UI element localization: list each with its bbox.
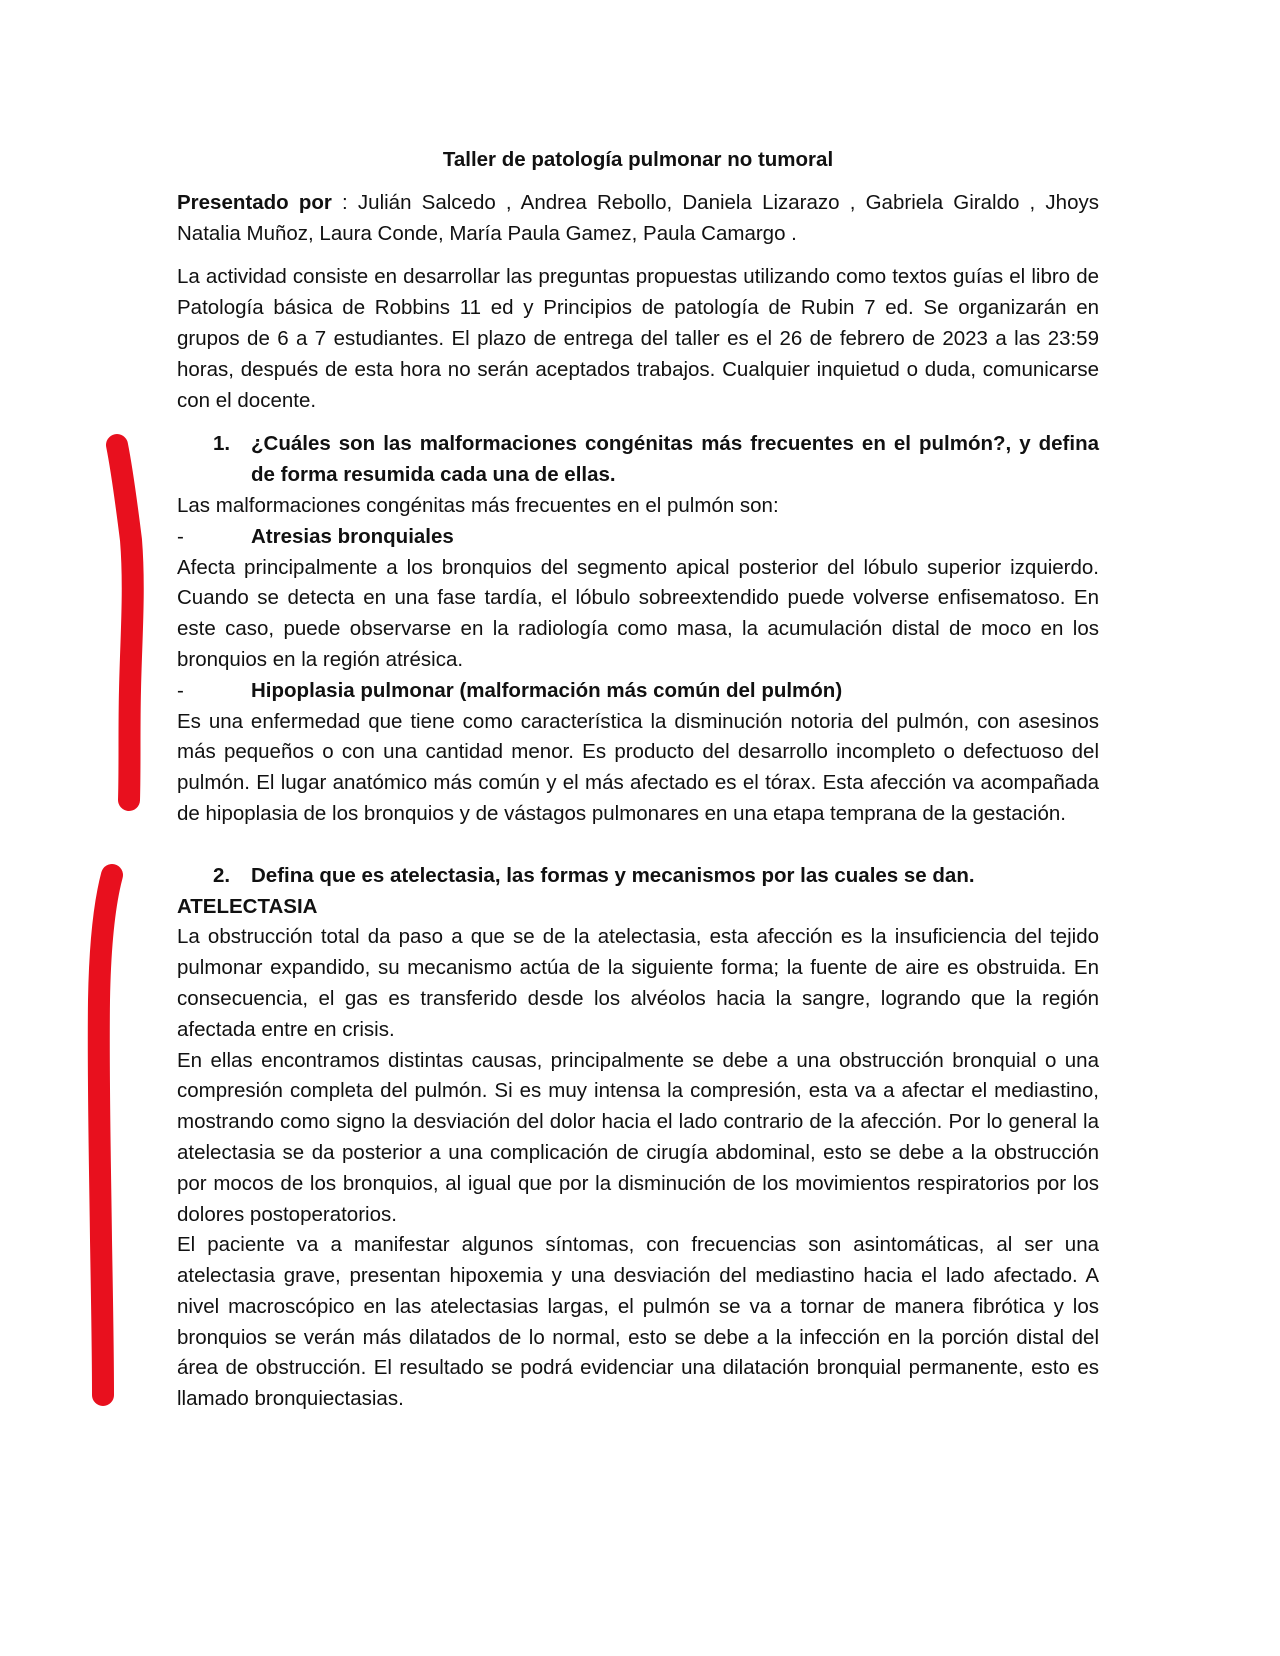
question-1	[213, 429, 1099, 491]
list-item-description: Afecta principalmente a los bronquios del segmento apical posterior del lóbulo superior izquierdo. Cuando se detecta en una fase tardía, el lóbulo sobreextendido puede volverse enfisematoso. En este caso, puede observarse en la radiología como masa, la acumulación distal de moco en los bronquios en la región atrésica.	[177, 555, 1099, 671]
question-2-number: 2.	[213, 863, 231, 887]
question-2-text: Defina que es atelectasia, las formas y mecanismos por las cuales se dan.	[251, 863, 975, 887]
list-item	[177, 676, 1099, 707]
list-item-term: Hipoplasia pulmonar (malformación más común del pulmón)	[251, 678, 843, 702]
question-1-number: 1.	[213, 432, 231, 456]
red-marker-stroke	[117, 445, 133, 800]
answer-2-paragraph: La obstrucción total da paso a que se de la atelectasia, esta afección es la insuficiencia del tejido pulmonar expandido, su mecanismo actúa de la siguiente forma; la fuente de aire es obstruida. En consecuencia, el gas es transferido desde los alvéolos hacia la sangre, logrando que la región afectada entre en crisis.	[177, 925, 1099, 1041]
red-marker-stroke	[99, 875, 112, 1395]
document-page	[177, 145, 1099, 1415]
answer-2-paragraph: En ellas encontramos distintas causas, principalmente se debe a una obstrucción bronquial o una compresión completa del pulmón. Si es muy intensa la compresión, esta va a afectar el mediastino, mostrando como signo la desviación del dolor hacia el lado contrario de la afección. Por lo general la atelectasia se da posterior a una complicación de cirugía abdominal, esto se debe a la obstrucción por mocos de los bronquios, al igual que por la disminución de los movimientos respiratorios por los dolores postoperatorios.	[177, 1048, 1099, 1226]
document-title: Taller de patología pulmonar no tumoral	[442, 148, 834, 171]
list-item-term: Atresias bronquiales	[251, 524, 454, 548]
presented-by	[177, 188, 1099, 250]
answer-1-intro: Las malformaciones congénitas más frecuentes en el pulmón son:	[177, 493, 779, 517]
intro-paragraph: La actividad consiste en desarrollar las preguntas propuestas utilizando como textos guías el libro de Patología básica de Robbins 11 ed y Principios de patología de Rubin 7 ed. Se organizarán en grupos de 6 a 7 estudiantes. El plazo de entrega del taller es el 26 de febrero de 2023 a las 23:59 horas, después de esta hora no serán aceptados trabajos. Cualquier inquietud o duda, comunicarse con el docente.	[177, 265, 1099, 412]
question-2	[213, 861, 1099, 892]
question-1-text: ¿Cuáles son las malformaciones congénitas más frecuentes en el pulmón?, y defina de forma resumida cada una de ellas.	[251, 432, 1099, 487]
section-heading: ATELECTASIA	[177, 894, 318, 918]
list-dash: -	[177, 678, 184, 702]
section-spacer	[177, 830, 1099, 861]
list-item	[177, 522, 1099, 553]
presented-by-names: : Julián Salcedo , Andrea Rebollo, Daniela Lizarazo , Gabriela Giraldo , Jhoys Natalia Muñoz, Laura Conde, María Paula Gamez, Paula Camargo .	[177, 190, 1099, 245]
presented-by-label: Presentado por	[177, 190, 332, 214]
list-item-description: Es una enfermedad que tiene como característica la disminución notoria del pulmón, con asesinos más pequeños o con una cantidad menor. Es producto del desarrollo incompleto o defectuoso del pulmón. El lugar anatómico más común y el más afectado es el tórax. Esta afección va acompañada de hipoplasia de los bronquios y de vástagos pulmonares en una etapa temprana de la gestación.	[177, 709, 1099, 825]
answer-2-paragraph: El paciente va a manifestar algunos síntomas, con frecuencias son asintomáticas, al ser una atelectasia grave, presentan hipoxemia y una desviación del mediastino hacia el lado afectado. A nivel macroscópico en las atelectasias largas, el pulmón se va a tornar de manera fibrótica y los bronquios se verán más dilatados de lo normal, esto se debe a la infección en la porción distal del área de obstrucción. El resultado se podrá evidenciar una dilatación bronquial permanente, esto es llamado bronquiectasias.	[177, 1233, 1099, 1411]
list-dash: -	[177, 524, 184, 548]
